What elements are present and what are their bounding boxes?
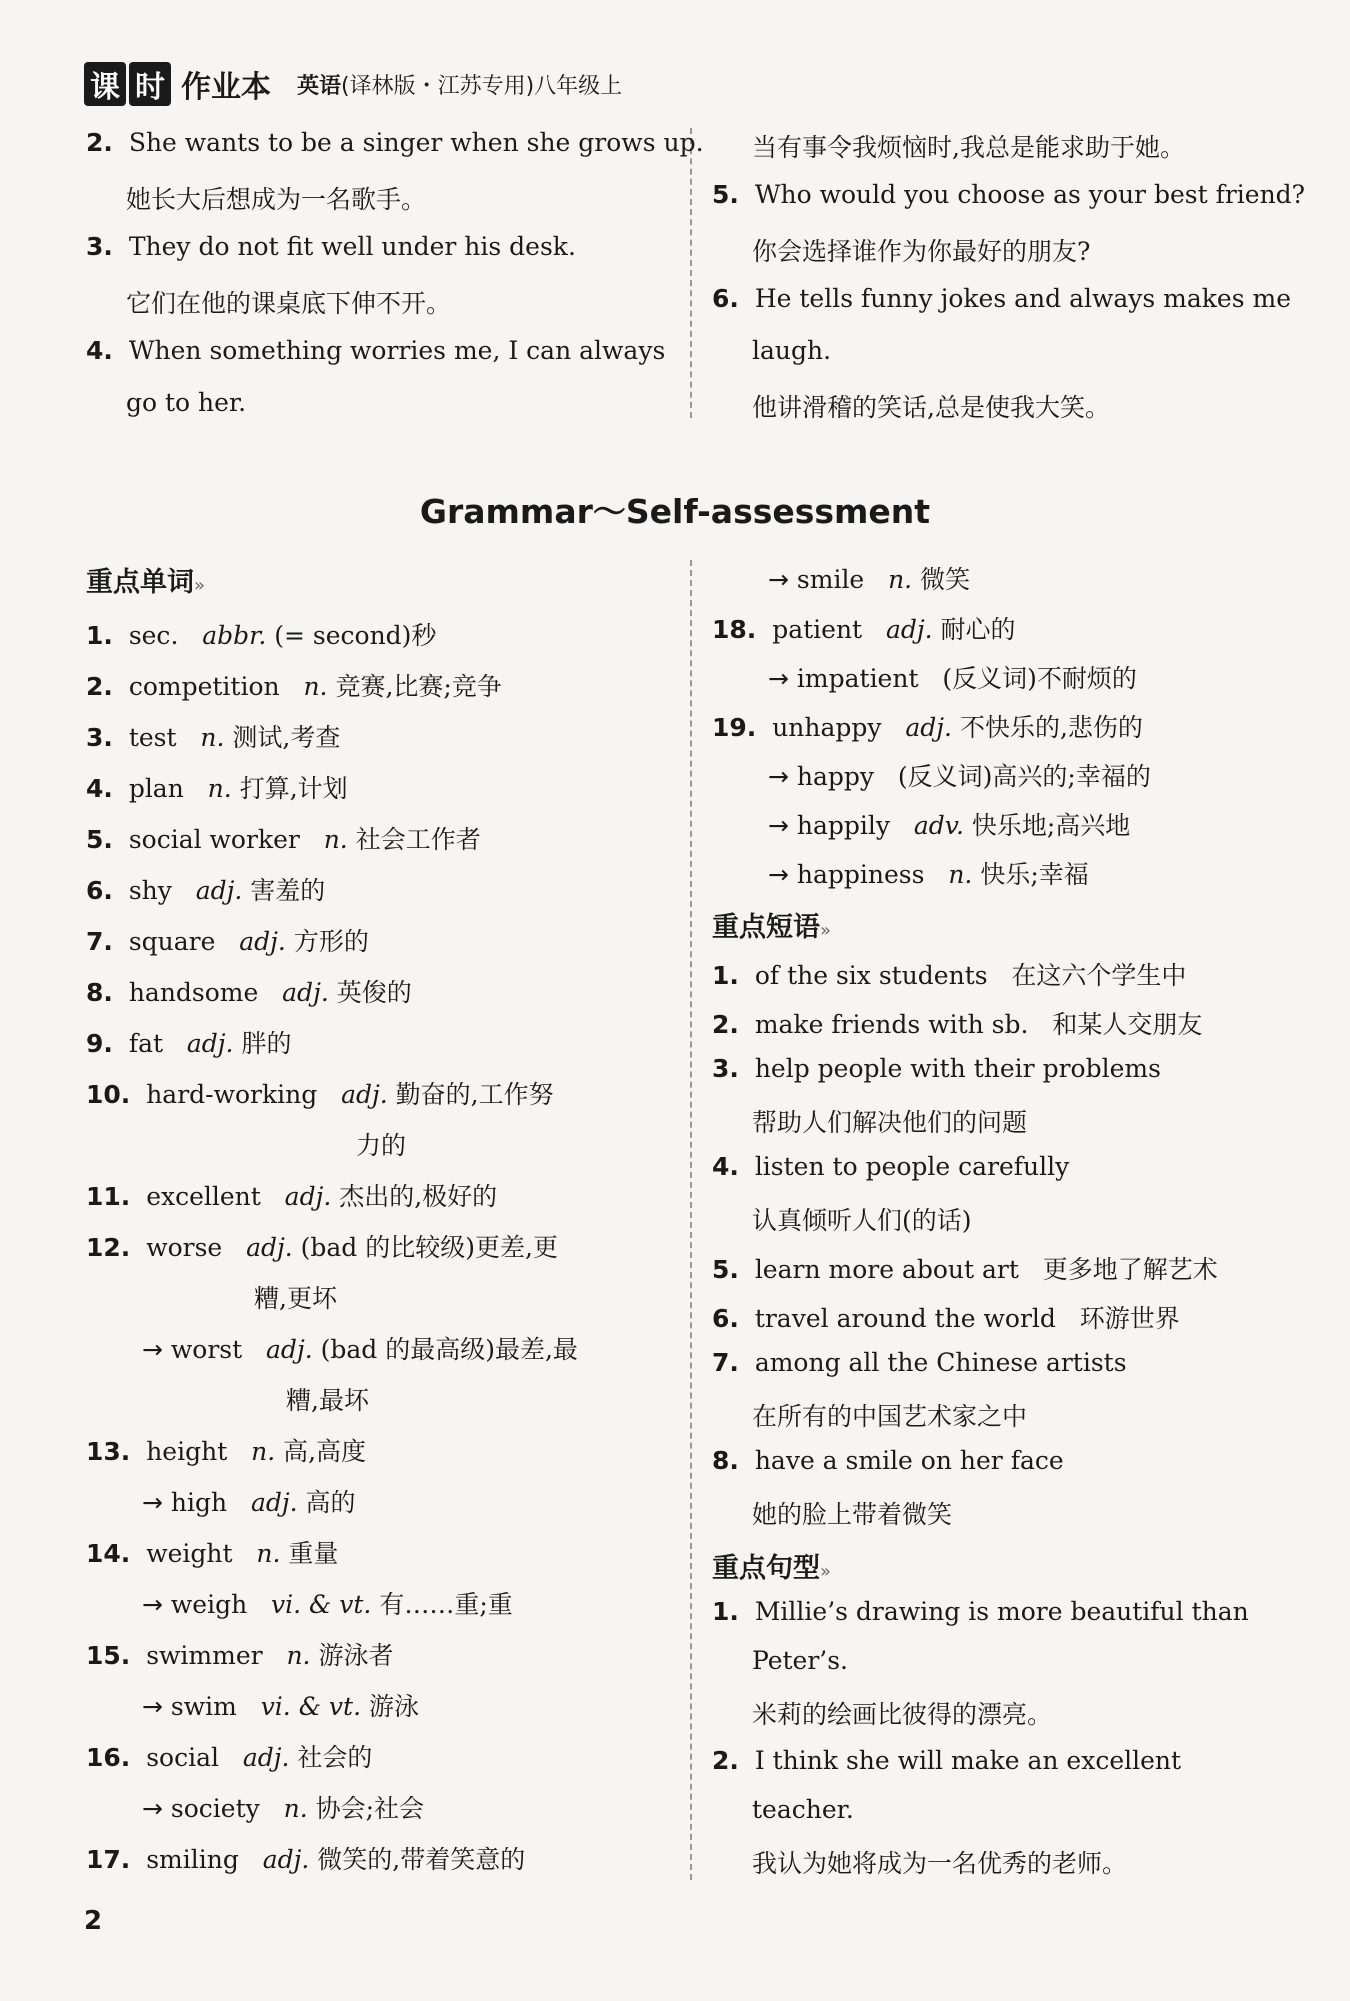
- word-derivative: → happiness n. 快乐;幸福: [768, 860, 1089, 889]
- phrase-translation: 她的脸上带着微笑: [752, 1500, 953, 1529]
- word-derivative: → weigh vi. & vt. 有……重;重: [142, 1590, 513, 1619]
- page-number: 2: [84, 1906, 103, 1936]
- word-item: 1. sec. abbr. (= second)秒: [86, 621, 437, 650]
- word-item: 7. square adj. 方形的: [86, 927, 369, 956]
- word-item: 15. swimmer n. 游泳者: [86, 1641, 394, 1670]
- word-derivative: → smile n. 微笑: [768, 565, 971, 594]
- phrase-translation: 在所有的中国艺术家之中: [752, 1402, 1028, 1431]
- translation: 它们在他的课桌底下伸不开。: [126, 289, 452, 318]
- word-item: 4. plan n. 打算,计划: [86, 774, 348, 803]
- subject: 英语: [297, 73, 342, 99]
- book-subtitle: [297, 69, 622, 100]
- chevron-icon: »: [820, 1561, 832, 1582]
- list-item: 3. They do not fit well under his desk.: [86, 232, 576, 261]
- phrase-item: 5. learn more about art 更多地了解艺术: [712, 1255, 1218, 1284]
- word-item: 16. social adj. 社会的: [86, 1743, 373, 1772]
- list-item: 6. He tells funny jokes and always makes me: [712, 284, 1292, 313]
- word-derivative: → happy (反义词)高兴的;幸福的: [768, 762, 1151, 791]
- section-title: Grammar～Self-assessment: [419, 492, 931, 531]
- word-item: 9. fat adj. 胖的: [86, 1029, 292, 1058]
- word-item: 17. smiling adj. 微笑的,带着笑意的: [86, 1845, 526, 1874]
- word-item: 19. unhappy adj. 不快乐的,悲伤的: [712, 713, 1143, 742]
- list-item: 5. Who would you choose as your best friend?: [712, 180, 1306, 209]
- sentence-item: 2. I think she will make an excellent: [712, 1746, 1182, 1775]
- word-derivative: → worst adj. (bad 的最高级)最差,最: [142, 1335, 578, 1364]
- word-item: 3. test n. 测试,考查: [86, 723, 341, 752]
- sentences-heading: 重点句型»: [712, 1553, 832, 1584]
- header: [84, 58, 622, 110]
- column-divider: [690, 128, 692, 418]
- chevron-icon: »: [194, 575, 206, 596]
- sentence-translation: 我认为她将成为一名优秀的老师。: [752, 1849, 1128, 1878]
- word-item: 5. social worker n. 社会工作者: [86, 825, 481, 854]
- word-item: 13. height n. 高,高度: [86, 1437, 367, 1466]
- phrase-item: 4. listen to people carefully: [712, 1152, 1070, 1181]
- sentence-continued: teacher.: [752, 1795, 854, 1824]
- word-item: 8. handsome adj. 英俊的: [86, 978, 412, 1007]
- arrow-icon: →: [768, 565, 789, 594]
- word-item: 2. competition n. 竞赛,比赛;竞争: [86, 672, 502, 701]
- list-item-continued: go to her.: [126, 388, 247, 417]
- word-meaning-continued: 糟,更坏: [254, 1284, 337, 1313]
- list-item: 4. When something worries me, I can always: [86, 336, 666, 365]
- phrase-item: 1. of the six students 在这六个学生中: [712, 961, 1187, 990]
- word-meaning-continued: 糟,最坏: [286, 1386, 369, 1415]
- arrow-icon: →: [142, 1794, 163, 1823]
- word-derivative: → society n. 协会;社会: [142, 1794, 425, 1823]
- phrase-item: 8. have a smile on her face: [712, 1446, 1064, 1475]
- word-derivative: → high adj. 高的: [142, 1488, 356, 1517]
- logo-char: 时: [129, 62, 171, 106]
- phrase-item: 7. among all the Chinese artists: [712, 1348, 1127, 1377]
- words-heading: 重点单词»: [86, 567, 206, 598]
- column-divider: [690, 560, 692, 1880]
- word-derivative: → happily adv. 快乐地;高兴地: [768, 811, 1131, 840]
- phrase-item: 2. make friends with sb. 和某人交朋友: [712, 1010, 1203, 1039]
- translation: 他讲滑稽的笑话,总是使我大笑。: [752, 393, 1110, 422]
- word-item: 10. hard-working adj. 勤奋的,工作努: [86, 1080, 554, 1109]
- arrow-icon: →: [768, 811, 789, 840]
- logo: [84, 62, 171, 106]
- word-item: 12. worse adj. (bad 的比较级)更差,更: [86, 1233, 558, 1262]
- sentence-continued: Peter’s.: [752, 1646, 849, 1675]
- arrow-icon: →: [142, 1590, 163, 1619]
- phrase-item: 6. travel around the world 环游世界: [712, 1304, 1180, 1333]
- word-item: 14. weight n. 重量: [86, 1539, 339, 1568]
- book-title: 作业本: [181, 70, 271, 105]
- arrow-icon: →: [768, 860, 789, 889]
- translation: 当有事令我烦恼时,我总是能求助于她。: [752, 133, 1185, 162]
- sentence-translation: 米莉的绘画比彼得的漂亮。: [752, 1700, 1053, 1729]
- arrow-icon: →: [142, 1335, 163, 1364]
- arrow-icon: →: [768, 664, 789, 693]
- sentence-item: 1. Millie’s drawing is more beautiful than: [712, 1597, 1249, 1626]
- logo-char: 课: [84, 62, 126, 106]
- word-item: 6. shy adj. 害羞的: [86, 876, 326, 905]
- word-meaning-continued: 力的: [356, 1131, 407, 1160]
- arrow-icon: →: [768, 762, 789, 791]
- translation: 你会选择谁作为你最好的朋友?: [752, 237, 1091, 266]
- phrase-item: 3. help people with their problems: [712, 1054, 1161, 1083]
- list-item-continued: laugh.: [752, 336, 832, 365]
- word-item: 11. excellent adj. 杰出的,极好的: [86, 1182, 498, 1211]
- arrow-icon: →: [142, 1488, 163, 1517]
- word-derivative: → impatient (反义词)不耐烦的: [768, 664, 1137, 693]
- chevron-icon: »: [820, 920, 832, 941]
- phrases-heading: 重点短语»: [712, 912, 832, 943]
- translation: 她长大后想成为一名歌手。: [126, 185, 427, 214]
- word-item: 18. patient adj. 耐心的: [712, 615, 1016, 644]
- phrase-translation: 帮助人们解决他们的问题: [752, 1108, 1028, 1137]
- edition: (译林版・江苏专用)八年级上: [341, 73, 623, 99]
- word-derivative: → swim vi. & vt. 游泳: [142, 1692, 419, 1721]
- arrow-icon: →: [142, 1692, 163, 1721]
- phrase-translation: 认真倾听人们(的话): [752, 1206, 972, 1235]
- list-item: 2. She wants to be a singer when she grows up.: [86, 128, 704, 157]
